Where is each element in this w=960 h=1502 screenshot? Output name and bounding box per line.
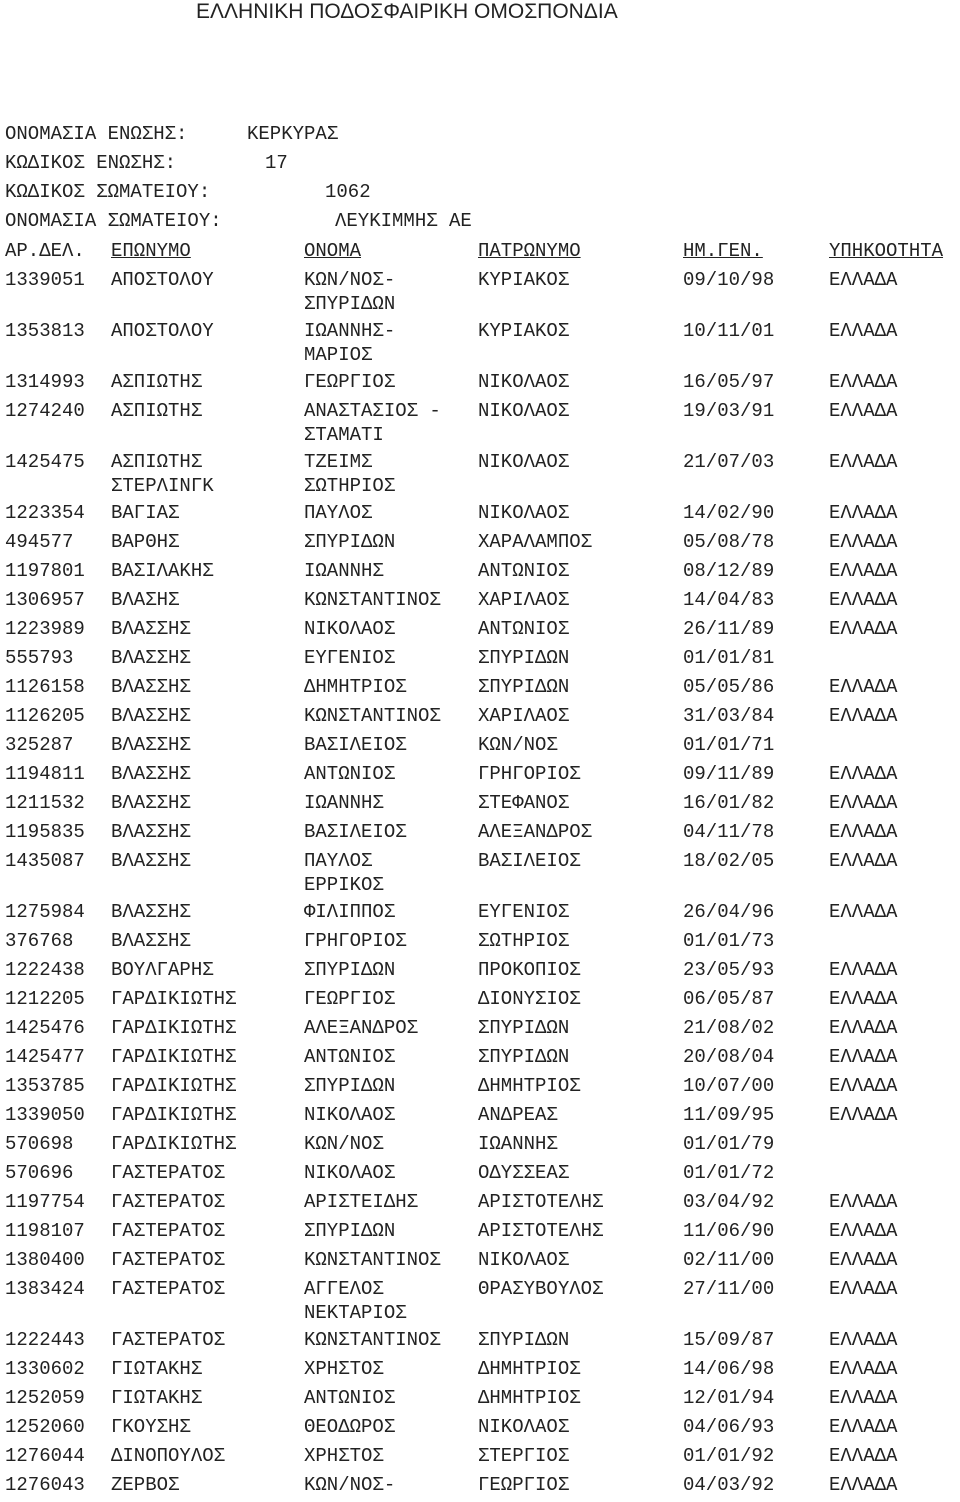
cell-nationality: ΕΛΛΑΔΑ <box>829 589 898 611</box>
cell-surname: ΓΑΣΤΕΡΑΤΟΣ <box>111 1249 226 1271</box>
cell-name: ΘΕΟΔΩΡΟΣ <box>304 1416 396 1438</box>
cell-father: ΓΡΗΓΟΡΙΟΣ <box>478 763 581 785</box>
cell-name-continued: ΣΩΤΗΡΙΟΣ <box>304 475 396 497</box>
cell-name: ΣΠΥΡΙΔΩΝ <box>304 531 396 553</box>
cell-nationality: ΕΛΛΑΔΑ <box>829 1387 898 1409</box>
header-nationality: ΥΠΗΚΟΟΤΗΤΑ <box>829 240 944 262</box>
document-title: ΕΛΛΗΝΙΚΗ ΠΟΔΟΣΦΑΙΡΙΚΗ ΟΜΟΣΠΟΝΔΙΑ <box>196 0 618 23</box>
cell-dob: 05/08/78 <box>683 531 775 553</box>
meta-association-name <box>5 123 339 145</box>
cell-id: 1425477 <box>5 1046 85 1068</box>
cell-surname: ΓΑΡΔΙΚΙΩΤΗΣ <box>111 1075 237 1097</box>
cell-name: ΧΡΗΣΤΟΣ <box>304 1445 384 1467</box>
cell-nationality: ΕΛΛΑΔΑ <box>829 705 898 727</box>
cell-nationality: ΕΛΛΑΔΑ <box>829 1445 898 1467</box>
cell-surname: ΒΛΑΣΣΗΣ <box>111 705 191 727</box>
cell-name: ΔΗΜΗΤΡΙΟΣ <box>304 676 407 698</box>
cell-nationality: ΕΛΛΑΔΑ <box>829 618 898 640</box>
cell-father: ΠΡΟΚΟΠΙΟΣ <box>478 959 581 981</box>
meta-value: ΛΕΥΚΙΜΜΗΣ ΑΕ <box>335 210 472 232</box>
cell-father: ΧΑΡΙΛΑΟΣ <box>478 705 570 727</box>
cell-id: 1252059 <box>5 1387 85 1409</box>
cell-nationality: ΕΛΛΑΔΑ <box>829 988 898 1010</box>
cell-name: ΚΩΝΣΤΑΝΤΙΝΟΣ <box>304 1329 441 1351</box>
header-father: ΠΑΤΡΩΝΥΜΟ <box>478 240 581 262</box>
cell-name: ΣΠΥΡΙΔΩΝ <box>304 1220 396 1242</box>
cell-surname: ΒΟΥΛΓΑΡΗΣ <box>111 959 214 981</box>
cell-surname: ΒΑΓΙΑΣ <box>111 502 180 524</box>
cell-nationality: ΕΛΛΑΔΑ <box>829 1329 898 1351</box>
header-id: ΑΡ.ΔΕΛ. <box>5 240 85 262</box>
cell-surname: ΓΙΩΤΑΚΗΣ <box>111 1387 203 1409</box>
cell-id: 1126205 <box>5 705 85 727</box>
cell-id: 1197801 <box>5 560 85 582</box>
cell-name: ΓΕΩΡΓΙΟΣ <box>304 371 396 393</box>
cell-id: 494577 <box>5 531 74 553</box>
cell-id: 1252060 <box>5 1416 85 1438</box>
cell-father: ΑΡΙΣΤΟΤΕΛΗΣ <box>478 1191 604 1213</box>
cell-id: 1425476 <box>5 1017 85 1039</box>
cell-father: ΑΝΤΩΝΙΟΣ <box>478 560 570 582</box>
cell-dob: 10/07/00 <box>683 1075 775 1097</box>
cell-id: 1383424 <box>5 1278 85 1300</box>
cell-father: ΙΩΑΝΝΗΣ <box>478 1133 558 1155</box>
cell-nationality: ΕΛΛΑΔΑ <box>829 1017 898 1039</box>
cell-nationality: ΕΛΛΑΔΑ <box>829 1191 898 1213</box>
cell-name: ΝΙΚΟΛΑΟΣ <box>304 1104 396 1126</box>
cell-name: ΝΙΚΟΛΑΟΣ <box>304 618 396 640</box>
cell-name: ΒΑΣΙΛΕΙΟΣ <box>304 734 407 756</box>
cell-dob: 26/11/89 <box>683 618 775 640</box>
meta-association-code <box>5 152 288 174</box>
cell-dob: 11/06/90 <box>683 1220 775 1242</box>
cell-name: ΒΑΣΙΛΕΙΟΣ <box>304 821 407 843</box>
cell-surname: ΖΕΡΒΟΣ <box>111 1474 180 1496</box>
cell-father: ΧΑΡΑΛΑΜΠΟΣ <box>478 531 593 553</box>
cell-id: 570696 <box>5 1162 74 1184</box>
cell-surname: ΒΛΑΣΣΗΣ <box>111 676 191 698</box>
cell-nationality: ΕΛΛΑΔΑ <box>829 1474 898 1496</box>
meta-club-name <box>5 210 472 232</box>
cell-id: 1223354 <box>5 502 85 524</box>
cell-name-continued: ΣΠΥΡΙΔΩΝ <box>304 293 396 315</box>
cell-father: ΔΗΜΗΤΡΙΟΣ <box>478 1387 581 1409</box>
cell-nationality: ΕΛΛΑΔΑ <box>829 821 898 843</box>
meta-club-code <box>5 181 371 203</box>
cell-name: ΝΙΚΟΛΑΟΣ <box>304 1162 396 1184</box>
cell-father: ΑΝΤΩΝΙΟΣ <box>478 618 570 640</box>
cell-name: ΠΑΥΛΟΣ <box>304 850 373 872</box>
cell-dob: 15/09/87 <box>683 1329 775 1351</box>
header-dob: ΗΜ.ΓΕΝ. <box>683 240 763 262</box>
cell-father: ΓΕΩΡΓΙΟΣ <box>478 1474 570 1496</box>
cell-id: 1339051 <box>5 269 85 291</box>
cell-surname: ΓΑΡΔΙΚΙΩΤΗΣ <box>111 1104 237 1126</box>
cell-surname: ΓΑΡΔΙΚΙΩΤΗΣ <box>111 1133 237 1155</box>
cell-id: 1198107 <box>5 1220 85 1242</box>
cell-dob: 01/01/71 <box>683 734 775 756</box>
cell-id: 1435087 <box>5 850 85 872</box>
cell-surname: ΒΛΑΣΣΗΣ <box>111 821 191 843</box>
cell-id: 570698 <box>5 1133 74 1155</box>
cell-dob: 04/03/92 <box>683 1474 775 1496</box>
cell-father: ΘΡΑΣΥΒΟΥΛΟΣ <box>478 1278 604 1300</box>
cell-surname: ΒΑΡΘΗΣ <box>111 531 180 553</box>
cell-surname: ΓΚΟΥΣΗΣ <box>111 1416 191 1438</box>
cell-father: ΝΙΚΟΛΑΟΣ <box>478 1249 570 1271</box>
cell-surname: ΑΣΠΙΩΤΗΣ <box>111 451 203 473</box>
cell-father: ΚΥΡΙΑΚΟΣ <box>478 269 570 291</box>
cell-name: ΑΝΑΣΤΑΣΙΟΣ - <box>304 400 441 422</box>
cell-father: ΝΙΚΟΛΑΟΣ <box>478 502 570 524</box>
cell-nationality: ΕΛΛΑΔΑ <box>829 1046 898 1068</box>
cell-dob: 01/01/79 <box>683 1133 775 1155</box>
cell-id: 1330602 <box>5 1358 85 1380</box>
cell-id: 1194811 <box>5 763 85 785</box>
cell-surname: ΒΑΣΙΛΑΚΗΣ <box>111 560 214 582</box>
cell-dob: 04/06/93 <box>683 1416 775 1438</box>
cell-name-continued: ΣΤΑΜΑΤΙ <box>304 424 384 446</box>
cell-dob: 16/01/82 <box>683 792 775 814</box>
cell-id: 1197754 <box>5 1191 85 1213</box>
cell-father: ΣΠΥΡΙΔΩΝ <box>478 647 570 669</box>
cell-nationality: ΕΛΛΑΔΑ <box>829 502 898 524</box>
cell-id: 1353813 <box>5 320 85 342</box>
cell-nationality: ΕΛΛΑΔΑ <box>829 320 898 342</box>
cell-name: ΤΖΕΙΜΣ <box>304 451 373 473</box>
cell-dob: 06/05/87 <box>683 988 775 1010</box>
cell-nationality: ΕΛΛΑΔΑ <box>829 371 898 393</box>
cell-surname: ΓΑΣΤΕΡΑΤΟΣ <box>111 1329 226 1351</box>
meta-value: 1062 <box>325 181 371 203</box>
cell-id: 1274240 <box>5 400 85 422</box>
cell-father: ΑΝΔΡΕΑΣ <box>478 1104 558 1126</box>
cell-name: ΚΩΝ/ΝΟΣ- <box>304 1474 396 1496</box>
cell-id: 1212205 <box>5 988 85 1010</box>
cell-nationality: ΕΛΛΑΔΑ <box>829 1358 898 1380</box>
cell-dob: 14/04/83 <box>683 589 775 611</box>
cell-surname: ΑΣΠΙΩΤΗΣ <box>111 371 203 393</box>
cell-id: 1211532 <box>5 792 85 814</box>
cell-dob: 02/11/00 <box>683 1249 775 1271</box>
cell-name: ΦΙΛΙΠΠΟΣ <box>304 901 396 923</box>
cell-id: 1339050 <box>5 1104 85 1126</box>
cell-dob: 31/03/84 <box>683 705 775 727</box>
cell-surname: ΓΑΡΔΙΚΙΩΤΗΣ <box>111 1046 237 1068</box>
cell-name: ΣΠΥΡΙΔΩΝ <box>304 1075 396 1097</box>
cell-id: 1380400 <box>5 1249 85 1271</box>
cell-id: 1425475 <box>5 451 85 473</box>
cell-dob: 01/01/81 <box>683 647 775 669</box>
header-surname: ΕΠΩΝΥΜΟ <box>111 240 191 262</box>
cell-dob: 14/02/90 <box>683 502 775 524</box>
cell-dob: 09/10/98 <box>683 269 775 291</box>
cell-id: 1195835 <box>5 821 85 843</box>
cell-name: ΓΕΩΡΓΙΟΣ <box>304 988 396 1010</box>
cell-father: ΝΙΚΟΛΑΟΣ <box>478 1416 570 1438</box>
cell-surname: ΓΑΣΤΕΡΑΤΟΣ <box>111 1278 226 1300</box>
cell-name: ΙΩΑΝΝΗΣ <box>304 560 384 582</box>
meta-label: ΚΩΔΙΚΟΣ ΣΩΜΑΤΕΙΟΥ: <box>5 181 211 203</box>
cell-dob: 16/05/97 <box>683 371 775 393</box>
cell-surname: ΓΑΣΤΕΡΑΤΟΣ <box>111 1220 226 1242</box>
cell-name-continued: ΜΑΡΙΟΣ <box>304 344 373 366</box>
cell-id: 1222443 <box>5 1329 85 1351</box>
cell-father: ΣΠΥΡΙΔΩΝ <box>478 1329 570 1351</box>
cell-nationality: ΕΛΛΑΔΑ <box>829 959 898 981</box>
cell-dob: 08/12/89 <box>683 560 775 582</box>
cell-father: ΕΥΓΕΝΙΟΣ <box>478 901 570 923</box>
cell-name: ΑΛΕΞΑΝΔΡΟΣ <box>304 1017 419 1039</box>
cell-surname: ΒΛΑΣΣΗΣ <box>111 618 191 640</box>
cell-father: ΧΑΡΙΛΑΟΣ <box>478 589 570 611</box>
cell-name: ΚΩΝΣΤΑΝΤΙΝΟΣ <box>304 1249 441 1271</box>
cell-name: ΙΩΑΝΝΗΣ <box>304 792 384 814</box>
cell-father: ΣΠΥΡΙΔΩΝ <box>478 676 570 698</box>
cell-name: ΑΝΤΩΝΙΟΣ <box>304 1387 396 1409</box>
cell-id: 1222438 <box>5 959 85 981</box>
cell-surname: ΑΠΟΣΤΟΛΟΥ <box>111 269 214 291</box>
cell-nationality: ΕΛΛΑΔΑ <box>829 1249 898 1271</box>
cell-surname: ΒΛΑΣΣΗΣ <box>111 850 191 872</box>
cell-nationality: ΕΛΛΑΔΑ <box>829 1104 898 1126</box>
cell-father: ΔΗΜΗΤΡΙΟΣ <box>478 1358 581 1380</box>
cell-name-continued: ΝΕΚΤΑΡΙΟΣ <box>304 1302 407 1324</box>
cell-id: 376768 <box>5 930 74 952</box>
cell-dob: 12/01/94 <box>683 1387 775 1409</box>
cell-father: ΟΔΥΣΣΕΑΣ <box>478 1162 570 1184</box>
cell-dob: 14/06/98 <box>683 1358 775 1380</box>
cell-id: 1276043 <box>5 1474 85 1496</box>
cell-id: 325287 <box>5 734 74 756</box>
cell-name: ΕΥΓΕΝΙΟΣ <box>304 647 396 669</box>
cell-dob: 19/03/91 <box>683 400 775 422</box>
cell-name: ΑΝΤΩΝΙΟΣ <box>304 763 396 785</box>
cell-name: ΚΩΝΣΤΑΝΤΙΝΟΣ <box>304 705 441 727</box>
cell-dob: 05/05/86 <box>683 676 775 698</box>
cell-father: ΣΤΕΦΑΝΟΣ <box>478 792 570 814</box>
cell-name: ΑΝΤΩΝΙΟΣ <box>304 1046 396 1068</box>
cell-dob: 03/04/92 <box>683 1191 775 1213</box>
cell-name: ΚΩΝ/ΝΟΣ <box>304 1133 384 1155</box>
cell-surname: ΓΑΣΤΕΡΑΤΟΣ <box>111 1191 226 1213</box>
cell-surname: ΒΛΑΣΣΗΣ <box>111 647 191 669</box>
cell-dob: 10/11/01 <box>683 320 775 342</box>
cell-nationality: ΕΛΛΑΔΑ <box>829 901 898 923</box>
cell-surname: ΒΛΑΣΗΣ <box>111 589 180 611</box>
meta-label: ΟΝΟΜΑΣΙΑ ΕΝΩΣΗΣ: <box>5 123 188 145</box>
cell-name: ΑΓΓΕΛΟΣ <box>304 1278 384 1300</box>
cell-surname: ΑΣΠΙΩΤΗΣ <box>111 400 203 422</box>
cell-father: ΚΩΝ/ΝΟΣ <box>478 734 558 756</box>
cell-father: ΑΡΙΣΤΟΤΕΛΗΣ <box>478 1220 604 1242</box>
cell-id: 1275984 <box>5 901 85 923</box>
cell-dob: 11/09/95 <box>683 1104 775 1126</box>
cell-id: 1306957 <box>5 589 85 611</box>
meta-value: 17 <box>265 152 288 174</box>
cell-id: 1126158 <box>5 676 85 698</box>
cell-surname: ΓΑΣΤΕΡΑΤΟΣ <box>111 1162 226 1184</box>
cell-dob: 26/04/96 <box>683 901 775 923</box>
cell-surname-continued: ΣΤΕΡΛΙΝΓΚ <box>111 475 214 497</box>
cell-father: ΣΠΥΡΙΔΩΝ <box>478 1017 570 1039</box>
cell-dob: 27/11/00 <box>683 1278 775 1300</box>
cell-father: ΔΙΟΝΥΣΙΟΣ <box>478 988 581 1010</box>
cell-nationality: ΕΛΛΑΔΑ <box>829 1220 898 1242</box>
cell-father: ΔΗΜΗΤΡΙΟΣ <box>478 1075 581 1097</box>
cell-dob: 01/01/73 <box>683 930 775 952</box>
cell-name: ΚΩΝ/ΝΟΣ- <box>304 269 396 291</box>
cell-father: ΚΥΡΙΑΚΟΣ <box>478 320 570 342</box>
cell-surname: ΓΑΡΔΙΚΙΩΤΗΣ <box>111 988 237 1010</box>
cell-surname: ΒΛΑΣΣΗΣ <box>111 763 191 785</box>
cell-name: ΧΡΗΣΤΟΣ <box>304 1358 384 1380</box>
cell-dob: 18/02/05 <box>683 850 775 872</box>
meta-label: ΟΝΟΜΑΣΙΑ ΣΩΜΑΤΕΙΟΥ: <box>5 210 222 232</box>
cell-nationality: ΕΛΛΑΔΑ <box>829 1278 898 1300</box>
cell-surname: ΓΙΩΤΑΚΗΣ <box>111 1358 203 1380</box>
cell-surname: ΓΑΡΔΙΚΙΩΤΗΣ <box>111 1017 237 1039</box>
header-name: ΟΝΟΜΑ <box>304 240 362 262</box>
cell-surname: ΒΛΑΣΣΗΣ <box>111 930 191 952</box>
cell-nationality: ΕΛΛΑΔΑ <box>829 531 898 553</box>
cell-nationality: ΕΛΛΑΔΑ <box>829 676 898 698</box>
cell-nationality: ΕΛΛΑΔΑ <box>829 269 898 291</box>
cell-dob: 01/01/72 <box>683 1162 775 1184</box>
cell-nationality: ΕΛΛΑΔΑ <box>829 792 898 814</box>
cell-surname: ΔΙΝΟΠΟΥΛΟΣ <box>111 1445 226 1467</box>
cell-nationality: ΕΛΛΑΔΑ <box>829 400 898 422</box>
cell-father: ΣΠΥΡΙΔΩΝ <box>478 1046 570 1068</box>
cell-father: ΝΙΚΟΛΑΟΣ <box>478 400 570 422</box>
meta-label: ΚΩΔΙΚΟΣ ΕΝΩΣΗΣ: <box>5 152 177 174</box>
cell-dob: 01/01/92 <box>683 1445 775 1467</box>
cell-dob: 04/11/78 <box>683 821 775 843</box>
cell-nationality: ΕΛΛΑΔΑ <box>829 763 898 785</box>
cell-nationality: ΕΛΛΑΔΑ <box>829 560 898 582</box>
cell-name: ΓΡΗΓΟΡΙΟΣ <box>304 930 407 952</box>
cell-dob: 21/07/03 <box>683 451 775 473</box>
cell-surname: ΒΛΑΣΣΗΣ <box>111 792 191 814</box>
cell-nationality: ΕΛΛΑΔΑ <box>829 451 898 473</box>
cell-name: ΚΩΝΣΤΑΝΤΙΝΟΣ <box>304 589 441 611</box>
cell-name: ΠΑΥΛΟΣ <box>304 502 373 524</box>
cell-father: ΑΛΕΞΑΝΔΡΟΣ <box>478 821 593 843</box>
cell-dob: 09/11/89 <box>683 763 775 785</box>
cell-name: ΑΡΙΣΤΕΙΔΗΣ <box>304 1191 419 1213</box>
cell-surname: ΒΛΑΣΣΗΣ <box>111 901 191 923</box>
cell-father: ΣΩΤΗΡΙΟΣ <box>478 930 570 952</box>
cell-surname: ΑΠΟΣΤΟΛΟΥ <box>111 320 214 342</box>
cell-id: 1353785 <box>5 1075 85 1097</box>
cell-id: 1223989 <box>5 618 85 640</box>
cell-nationality: ΕΛΛΑΔΑ <box>829 1075 898 1097</box>
cell-id: 555793 <box>5 647 74 669</box>
cell-dob: 20/08/04 <box>683 1046 775 1068</box>
meta-value: ΚΕΡΚΥΡΑΣ <box>247 123 339 145</box>
cell-dob: 21/08/02 <box>683 1017 775 1039</box>
cell-name: ΙΩΑΝΝΗΣ- <box>304 320 396 342</box>
cell-father: ΒΑΣΙΛΕΙΟΣ <box>478 850 581 872</box>
cell-father: ΝΙΚΟΛΑΟΣ <box>478 451 570 473</box>
cell-father: ΝΙΚΟΛΑΟΣ <box>478 371 570 393</box>
cell-name-continued: ΕΡΡΙΚΟΣ <box>304 874 384 896</box>
cell-surname: ΒΛΑΣΣΗΣ <box>111 734 191 756</box>
cell-dob: 23/05/93 <box>683 959 775 981</box>
cell-id: 1314993 <box>5 371 85 393</box>
cell-nationality: ΕΛΛΑΔΑ <box>829 1416 898 1438</box>
cell-father: ΣΤΕΡΓΙΟΣ <box>478 1445 570 1467</box>
cell-nationality: ΕΛΛΑΔΑ <box>829 850 898 872</box>
cell-name: ΣΠΥΡΙΔΩΝ <box>304 959 396 981</box>
cell-id: 1276044 <box>5 1445 85 1467</box>
